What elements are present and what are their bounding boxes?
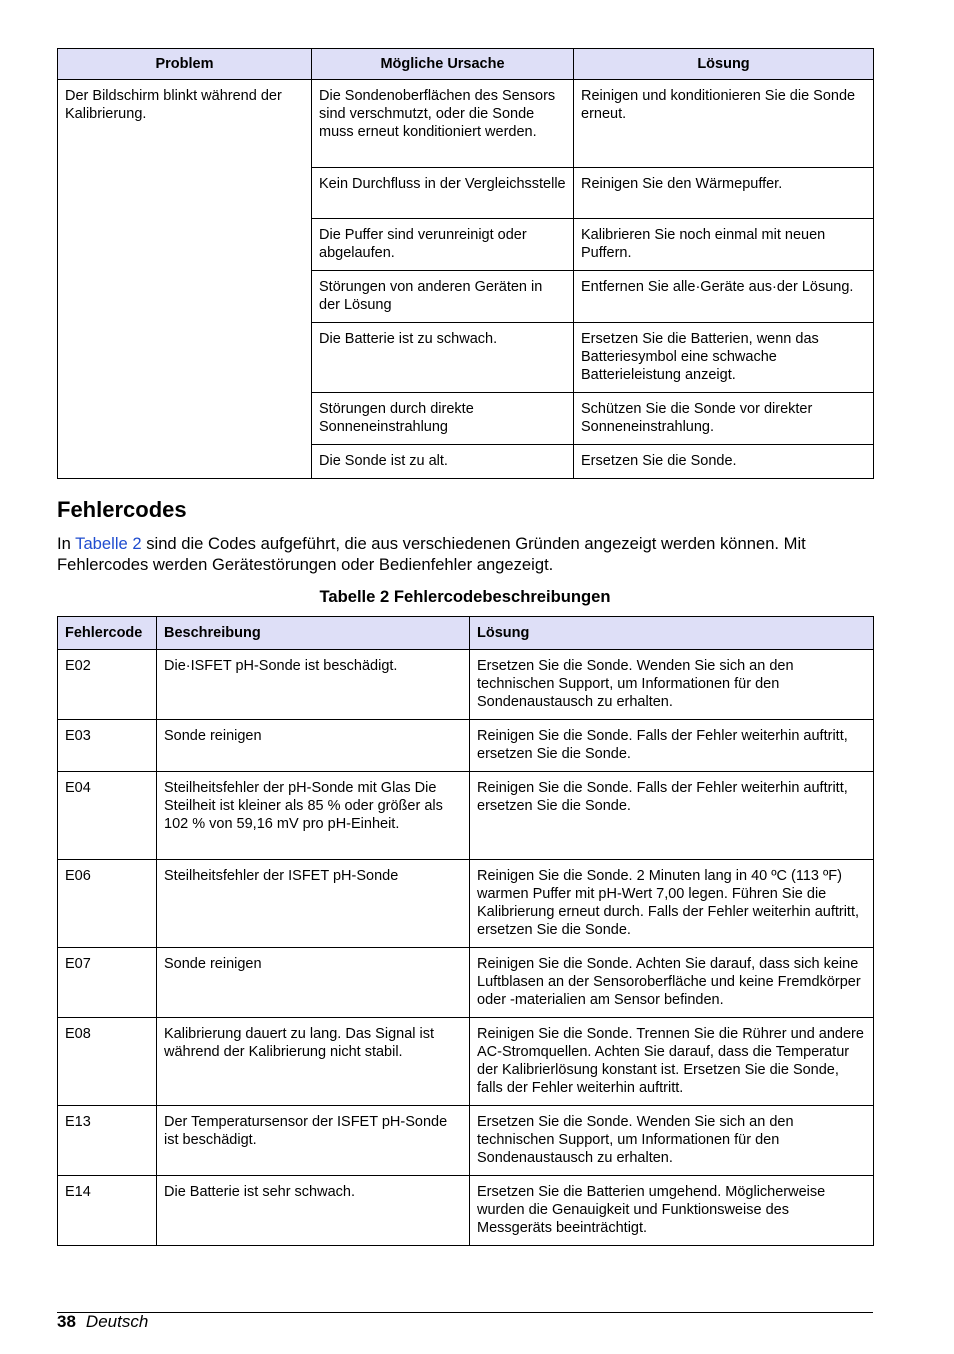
column-header-error-code: Fehlercode [58, 617, 157, 650]
description-cell: Die Batterie ist sehr schwach. [157, 1176, 470, 1246]
table-caption: Tabelle 2 Fehlercodebeschreibungen [319, 587, 611, 606]
column-header-solution: Lösung [574, 49, 874, 80]
table-reference-link[interactable]: Tabelle 2 [75, 534, 142, 553]
solution-cell: Ersetzen Sie die Sonde. [574, 445, 874, 479]
table-row [58, 1106, 874, 1176]
solution-cell: Kalibrieren Sie noch einmal mit neuen Puffern. [574, 219, 874, 271]
error-code-cell: E08 [58, 1018, 157, 1106]
error-code-cell: E06 [58, 860, 157, 948]
column-header-problem: Problem [58, 49, 312, 80]
description-cell: Steilheitsfehler der ISFET pH-Sonde [157, 860, 470, 948]
cause-cell: Kein Durchfluss in der Vergleichsstelle [312, 168, 574, 219]
table-header-row [58, 49, 874, 80]
column-header-cause: Mögliche Ursache [312, 49, 574, 80]
table-row [58, 1018, 874, 1106]
cause-cell: Die Sonde ist zu alt. [312, 445, 574, 479]
intro-paragraph [57, 533, 887, 575]
description-cell: Der Temperatursensor der ISFET pH-Sonde ist beschädigt. [157, 1106, 470, 1176]
solution-cell: Reinigen Sie die Sonde. Falls der Fehler weiterhin auftritt, ersetzen Sie die Sonde. [470, 772, 874, 860]
cause-cell: Die Sondenoberflächen des Sensors sind verschmutzt, oder die Sonde muss erneut konditioniert werden. [312, 80, 574, 168]
error-code-table [57, 616, 874, 1246]
solution-cell: Reinigen Sie den Wärmepuffer. [574, 168, 874, 219]
footer-divider [57, 1312, 873, 1313]
description-cell: Sonde reinigen [157, 720, 470, 772]
table-row [58, 720, 874, 772]
column-header-solution: Lösung [470, 617, 874, 650]
cause-cell: Störungen durch direkte Sonneneinstrahlung [312, 393, 574, 445]
table-row [58, 1176, 874, 1246]
section-heading: Fehlercodes [57, 497, 187, 522]
description-cell: Steilheitsfehler der pH-Sonde mit Glas Die Steilheit ist kleiner als 85 % oder größer als 102 % von 59,16 mV pro pH-Einheit. [157, 772, 470, 860]
cause-cell: Die Puffer sind verunreinigt oder abgelaufen. [312, 219, 574, 271]
problem-cell: Der Bildschirm blinkt während der Kalibrierung. [58, 80, 312, 479]
error-code-cell: E07 [58, 948, 157, 1018]
solution-cell: Reinigen Sie die Sonde. 2 Minuten lang in 40 ºC (113 ºF) warmen Puffer mit pH-Wert 7,00 legen. Führen Sie die Kalibrierung erneut durch. Falls der Fehler weiterhin auftritt, ersetzen Sie die Sonde. [470, 860, 874, 948]
error-code-cell: E02 [58, 650, 157, 720]
table-row [58, 860, 874, 948]
table-row [58, 650, 874, 720]
table-header-row [58, 617, 874, 650]
description-cell: Kalibrierung dauert zu lang. Das Signal ist während der Kalibrierung nicht stabil. [157, 1018, 470, 1106]
page-number: 38 [57, 1312, 76, 1331]
solution-cell: Ersetzen Sie die Sonde. Wenden Sie sich an den technischen Support, um Informationen für den Sondenaustausch zu erhalten. [470, 650, 874, 720]
table-row [58, 772, 874, 860]
solution-cell: Reinigen Sie die Sonde. Achten Sie darauf, dass sich keine Luftblasen an der Sensoroberfläche und keine Fremdkörper oder -materialien am Sensor befinden. [470, 948, 874, 1018]
solution-cell: Ersetzen Sie die Sonde. Wenden Sie sich an den technischen Support, um Informationen für den Sondenaustausch zu erhalten. [470, 1106, 874, 1176]
solution-cell: Reinigen Sie die Sonde. Falls der Fehler weiterhin auftritt, ersetzen Sie die Sonde. [470, 720, 874, 772]
solution-cell: Ersetzen Sie die Batterien, wenn das Batteriesymbol eine schwache Batterieleistung anzeigt. [574, 323, 874, 393]
description-cell: Die·ISFET pH-Sonde ist beschädigt. [157, 650, 470, 720]
solution-cell: Ersetzen Sie die Batterien umgehend. Möglicherweise wurden die Genauigkeit und Funktionsweise des Messgeräts beeinträchtigt. [470, 1176, 874, 1246]
footer-language: Deutsch [85, 1312, 149, 1331]
troubleshooting-table [57, 48, 874, 479]
description-cell: Sonde reinigen [157, 948, 470, 1018]
solution-cell: Reinigen Sie die Sonde. Trennen Sie die Rührer und andere AC-Stromquellen. Achten Sie darauf, dass die Temperatur der Kalibrierlösung konstant ist. Ersetzen Sie die Sonde, falls der Fehler weiterhin auftritt. [470, 1018, 874, 1106]
page-footer [57, 1312, 148, 1332]
error-code-cell: E14 [58, 1176, 157, 1246]
table-row [58, 948, 874, 1018]
intro-prefix: In [57, 534, 76, 553]
cause-cell: Störungen von anderen Geräten in der Lösung [312, 271, 574, 323]
cause-cell: Die Batterie ist zu schwach. [312, 323, 574, 393]
solution-cell: Reinigen und konditionieren Sie die Sonde erneut. [574, 80, 874, 168]
solution-cell: Schützen Sie die Sonde vor direkter Sonneneinstrahlung. [574, 393, 874, 445]
error-code-cell: E04 [58, 772, 157, 860]
solution-cell: Entfernen Sie alle·Geräte aus·der Lösung. [574, 271, 874, 323]
intro-suffix: sind die Codes aufgeführt, die aus verschiedenen Gründen angezeigt werden können. Mit Fehlercodes werden Gerätestörungen oder Bedienfehler angezeigt. [57, 534, 806, 574]
error-code-cell: E03 [58, 720, 157, 772]
column-header-description: Beschreibung [157, 617, 470, 650]
error-code-cell: E13 [58, 1106, 157, 1176]
table-row [58, 80, 874, 168]
